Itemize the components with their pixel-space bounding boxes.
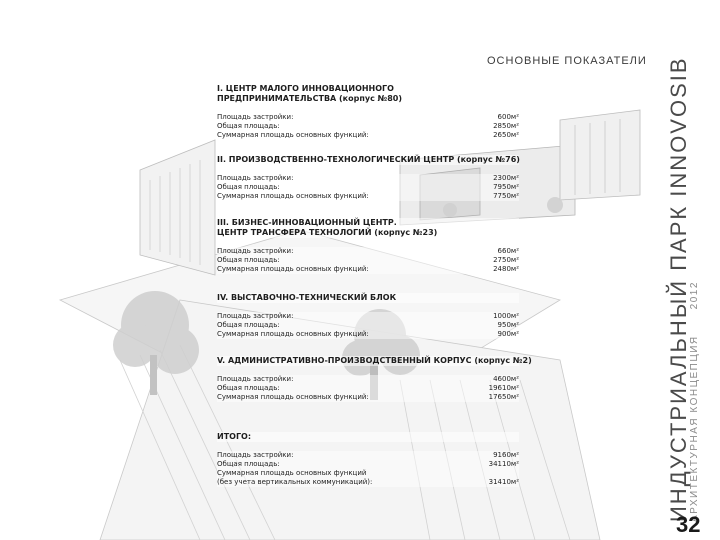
indicator-label: Общая площадь:: [217, 183, 280, 191]
section-total: [217, 432, 519, 487]
indicator-label: Площадь застройки:: [217, 312, 294, 320]
park-title: ИНДУСТРИАЛЬНЫЙ ПАРК INNOVOSIB: [666, 56, 691, 522]
indicator-row: [217, 183, 519, 192]
indicator-row: [217, 321, 519, 330]
indicator-row: [217, 451, 519, 460]
section-title: ПРЕДПРИНИМАТЕЛЬСТВА (корпус №80): [217, 94, 519, 104]
indicator-value: 17650м²: [488, 393, 519, 401]
indicator-row: [217, 113, 519, 122]
indicator-value: 950м²: [497, 321, 519, 329]
page-number: 32: [676, 512, 701, 537]
indicator-label: Суммарная площадь основных функций:: [217, 393, 369, 401]
indicator-value: 2850м²: [493, 122, 519, 130]
section-title: ЦЕНТР ТРАНСФЕРА ТЕХНОЛОГИЙ (корпус №23): [217, 228, 519, 238]
indicator-label: Площадь застройки:: [217, 451, 294, 459]
indicator-value: 7750м²: [493, 192, 519, 200]
indicator-label: Площадь застройки:: [217, 113, 294, 121]
indicator-label: Суммарная площадь основных функций:: [217, 330, 369, 338]
section-title: II. ПРОИЗВОДСТВЕННО-ТЕХНОЛОГИЧЕСКИЙ ЦЕНТР (корпус №76): [217, 155, 520, 164]
indicator-label: Площадь застройки:: [217, 375, 294, 383]
year-label: 2012: [689, 281, 700, 310]
indicator-row: [217, 384, 519, 393]
indicator-label: Суммарная площадь основных функций: [217, 469, 367, 477]
section-title: ИТОГО:: [217, 432, 519, 442]
vertical-subtitle: [689, 281, 700, 522]
indicator-label: (без учета вертикальных коммуникаций):: [217, 478, 373, 486]
section-small-innovation-center: [217, 84, 519, 140]
indicator-value: 4600м²: [493, 375, 519, 383]
indicator-row: [217, 375, 519, 384]
indicator-label: Площадь застройки:: [217, 247, 294, 255]
page-title: ОСНОВНЫЕ ПОКАЗАТЕЛИ: [487, 55, 647, 67]
indicator-value: 9160м²: [493, 451, 519, 459]
section-exhibition-block: [217, 293, 519, 339]
indicator-row: [217, 265, 519, 274]
indicator-value: 1000м²: [493, 312, 519, 320]
indicator-label: Площадь застройки:: [217, 174, 294, 182]
indicator-label: Общая площадь:: [217, 460, 280, 468]
indicator-label: Общая площадь:: [217, 384, 280, 392]
indicator-row: [217, 247, 519, 256]
indicator-row: [217, 478, 519, 487]
indicator-value: 2750м²: [493, 256, 519, 264]
indicator-value: 19610м²: [488, 384, 519, 392]
indicator-row: [217, 312, 519, 321]
section-title: III. БИЗНЕС-ИННОВАЦИОННЫЙ ЦЕНТР.: [217, 218, 519, 228]
indicator-row: [217, 460, 519, 469]
indicator-row: [217, 174, 519, 183]
section-business-innovation-center: [217, 218, 519, 274]
indicator-label: Суммарная площадь основных функций:: [217, 131, 369, 139]
indicator-row: [217, 256, 519, 265]
section-title: I. ЦЕНТР МАЛОГО ИННОВАЦИОННОГО: [217, 84, 519, 94]
indicator-label: Суммарная площадь основных функций:: [217, 192, 369, 200]
indicator-label: Общая площадь:: [217, 256, 280, 264]
section-production-technology-center: [217, 155, 519, 201]
section-administrative-building: [217, 356, 532, 402]
indicator-row: [217, 131, 519, 140]
indicator-value: 31410м²: [488, 478, 519, 486]
indicator-row: [217, 469, 519, 478]
indicator-row: [217, 122, 519, 131]
concept-subtitle: АРХИТЕКТУРНАЯ КОНЦЕПЦИЯ: [689, 335, 700, 522]
indicator-value: 2480м²: [493, 265, 519, 273]
indicator-value: 7950м²: [493, 183, 519, 191]
indicator-row: [217, 330, 519, 339]
indicator-value: 600м²: [497, 113, 519, 121]
indicator-label: Общая площадь:: [217, 321, 280, 329]
indicator-value: 900м²: [497, 330, 519, 338]
indicator-value: 2650м²: [493, 131, 519, 139]
section-title: V. АДМИНИСТРАТИВНО-ПРОИЗВОДСТВЕННЫЙ КОРПУС (корпус №2): [217, 356, 532, 365]
indicator-row: [217, 192, 519, 201]
section-title: IV. ВЫСТАВОЧНО-ТЕХНИЧЕСКИЙ БЛОК: [217, 293, 519, 303]
indicator-value: 2300м²: [493, 174, 519, 182]
indicator-value: 660м²: [497, 247, 519, 255]
indicator-value: 34110м²: [488, 460, 519, 468]
indicator-row: [217, 393, 519, 402]
indicator-label: Суммарная площадь основных функций:: [217, 265, 369, 273]
indicator-label: Общая площадь:: [217, 122, 280, 130]
